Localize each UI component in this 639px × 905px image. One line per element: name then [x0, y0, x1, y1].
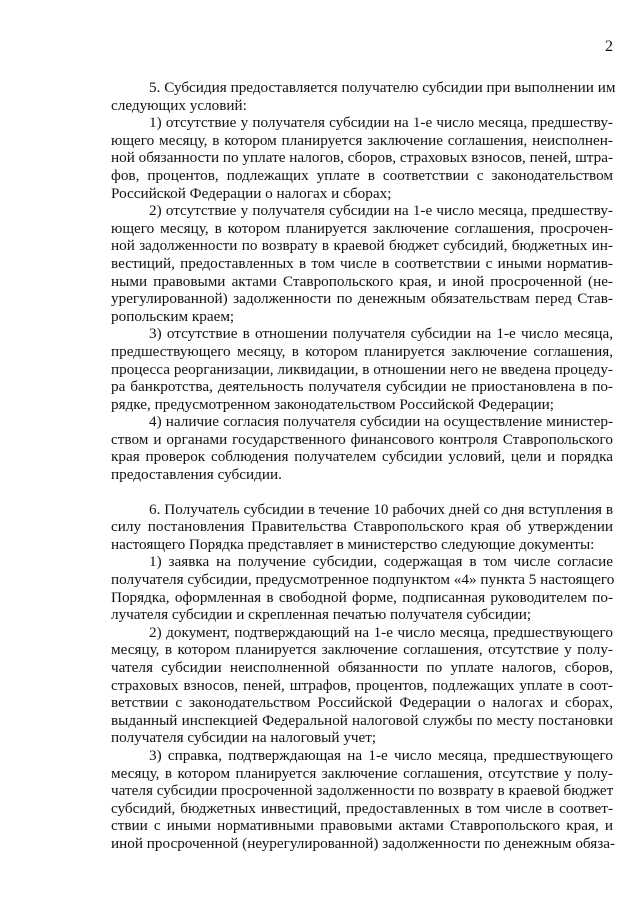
text-line: 1) отсутствие у получателя субсидии на 1-е число месяца, предшеству- [149, 114, 613, 132]
text-line: чателя субсидии просроченной задолженности по возврату в краевой бюджет [111, 782, 614, 800]
text-line: лучателя субсидии и скрепленная печатью получателя субсидии; [111, 606, 532, 624]
text-line: 1) заявка на получение субсидии, содержащая в том числе согласие [149, 553, 613, 571]
text-line: края проверок соблюдения получателем субсидии условий, цели и порядка [111, 448, 613, 466]
text-line: субсидий, бюджетных инвестиций, предоставленных в том числе в соответ- [111, 799, 613, 817]
text-line: вестиций, предоставленных в том числе в соответствии с иными норматив- [111, 254, 613, 272]
text-line: урегулированной) задолженности по денежным обязательствам перед Став- [111, 290, 613, 308]
text-line: 3) отсутствие в отношении получателя субсидии на 1-е число месяца, [149, 325, 613, 343]
text-line: ропольским краем; [111, 307, 235, 325]
text-line: ра банкротства, деятельность получателя субсидии не приостановлена в по- [111, 378, 613, 396]
section-5 [111, 79, 616, 484]
text-line: силу постановления Правительства Ставропольского края об утверждении [111, 518, 613, 536]
text-line: 2) отсутствие у получателя субсидии на 1-е число месяца, предшеству- [149, 202, 613, 220]
text-line: ными правовыми актами Ставропольского края, и иной просроченной (не- [111, 272, 613, 290]
text-line: фов, процентов, подлежащих уплате в соответствии с законодательством [111, 166, 613, 184]
text-line: 4) наличие согласия получателя субсидии на осуществление министер- [149, 413, 613, 431]
text-line: получателя субсидии на налоговый учет; [111, 729, 377, 747]
text-line: ством и органами государственного финансового контроля Ставропольского [111, 430, 613, 448]
text-line: ветствии с законодательством Российской Федерации о налогах и сборах, [111, 694, 613, 712]
text-line: иной просроченной (неурегулированной) задолженности по денежным обяза- [111, 834, 616, 852]
text-line: ной обязанности по уплате налогов, сборов, страховых взносов, пеней, штра- [111, 149, 613, 167]
document-body [111, 79, 616, 853]
section-gap [111, 484, 613, 501]
text-line: месяцу, в котором планируется заключение соглашения, отсутствие у полу- [111, 764, 613, 782]
text-line: ствии с иными нормативными правовыми актами Ставропольского края, и [111, 817, 613, 835]
text-line: страховых взносов, пеней, штрафов, процентов, подлежащих уплате в соот- [111, 676, 613, 694]
text-line: ной задолженности по возврату в краевой бюджет субсидий, бюджетных ин- [111, 237, 613, 255]
text-line: выданный инспекцией Федеральной налоговой службы по месту постановки [111, 711, 613, 729]
text-line: ющего месяцу, в котором планируется заключение соглашения, просрочен- [111, 219, 613, 237]
text-line: 5. Субсидия предоставляется получателю субсидии при выполнении им [149, 79, 616, 96]
text-line: Порядка, оформленная в свободной форме, подписанная руководителем по- [111, 588, 613, 606]
text-line: рядке, предусмотренном законодательством Российской Федерации; [111, 395, 555, 413]
text-line: 3) справка, подтверждающая на 1-е число месяца, предшествующего [149, 746, 613, 764]
section-6 [111, 500, 616, 853]
text-line: следующих условий: [111, 96, 247, 114]
text-line: месяцу, в котором планируется заключение соглашения, отсутствие у полу- [111, 641, 613, 659]
text-line: ющего месяцу, в котором планируется заключение соглашения, неисполнен- [111, 131, 613, 149]
text-line: настоящего Порядка представляет в министерство следующие документы: [111, 535, 595, 553]
text-line: предоставления субсидии. [111, 466, 282, 484]
text-line: процесса реорганизации, ликвидации, в отношении него не введена процеду- [111, 360, 613, 378]
page-number: 2 [605, 38, 613, 55]
text-line: чателя субсидии неисполненной обязанности по уплате налогов, сборов, [111, 659, 613, 676]
text-line: 2) документ, подтверждающий на 1-е число месяца, предшествующего [149, 623, 613, 641]
text-line: предшествующего месяцу, в котором планируется заключение соглашения, [111, 342, 613, 360]
text-line: 6. Получатель субсидии в течение 10 рабочих дней со дня вступления в [149, 500, 613, 518]
text-line: Российской Федерации о налогах и сборах; [111, 184, 392, 202]
text-line: получателя субсидии, предусмотренное подпунктом «4» пункта 5 настоящего [111, 571, 615, 589]
